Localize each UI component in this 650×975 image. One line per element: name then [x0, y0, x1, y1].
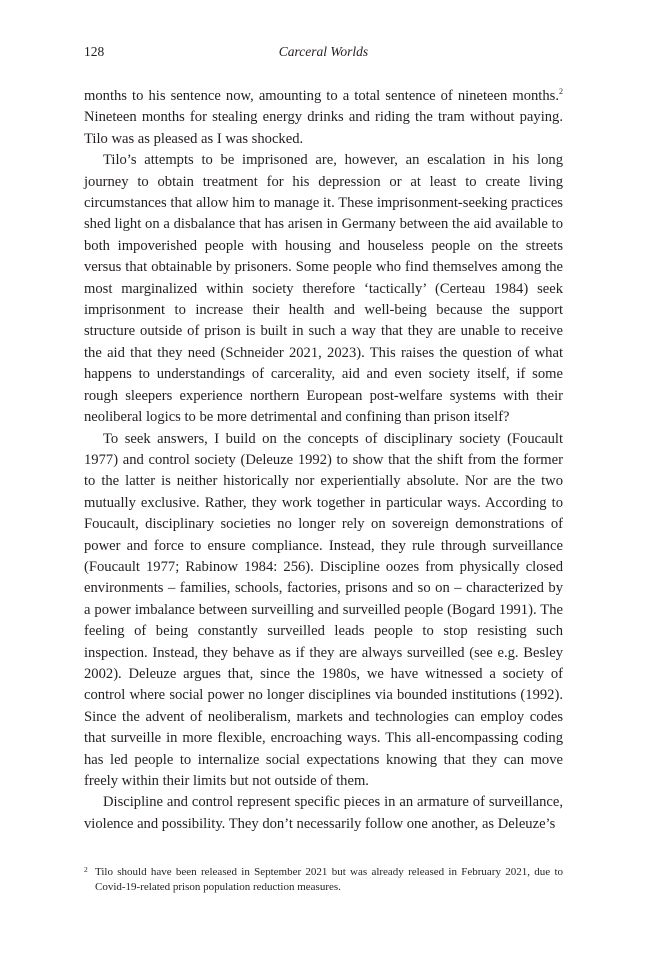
paragraph: To seek answers, I build on the concepts of disciplinary society (Foucault 1977) and control society (Deleuze 1992) to show that the shift from the former to the latter is neither historically nor experientially absolute. Nor are the two mutually exclusive. Rather, they work together in particular ways. According to Foucault, disciplinary societies no longer rely on sovereign demonstrations of power and force to ensure compliance. Instead, they rule through surveillance (Foucault 1977; Rabinow 1984: 256). Discipline oozes from physically closed environments – families, schools, factories, prisons and so on – characterized by a power imbalance between surveilling and surveilled people (Bogard 1991). The feeling of being constantly surveilled leads people to stop resisting such inspection. Instead, they behave as if they are always surveilled (see e.g. Besley 2002). Deleuze argues that, since the 1980s, we have witnessed a society of control where social power no longer disciplines via bounded institutions (1992). Since the advent of neoliberalism, markets and technologies can employ codes that surveille in more flexible, encroaching ways. This all-encompassing coding has led people to internalize social expectations knowing that they can move freely within their limits but not outside of them.: [84, 430, 563, 789]
body-text: [84, 86, 563, 835]
book-page: [84, 40, 563, 835]
page-number: 128: [84, 44, 105, 59]
paragraph-text-tail: Nineteen months for stealing energy drinks and riding the tram without paying. Tilo was as pleased as I was shocked.: [84, 109, 563, 147]
running-title: Carceral Worlds: [278, 44, 369, 59]
footnote-text: Tilo should have been released in September 2021 but was already released in February 2021, due to Covid-19-related prison population reduction measures.: [95, 866, 563, 893]
paragraph-text: months to his sentence now, amounting to a total sentence of nineteen months.: [84, 88, 559, 104]
running-header: [84, 40, 563, 62]
footnote: [84, 865, 563, 894]
paragraph: Discipline and control represent specific pieces in an armature of surveillance, violence and possibility. They don’t necessarily follow one another, as Deleuze’s: [84, 794, 563, 832]
paragraph: Tilo’s attempts to be imprisoned are, however, an escalation in his long journey to obtain treatment for his depression or at least to create living circumstances that allow him to manage it. These imprisonment-seeking practices shed light on a disbalance that has arisen in Germany between the aid available to both impoverished people with housing and houseless people on the streets versus that obtainable by prisoners. Some people who find themselves among the most marginalized within society therefore ‘tactically’ (Certeau 1984) seek imprisonment to increase their health and well-being because the support structure outside of prison is built in such a way that they are unable to receive the aid that they need (Schneider 2021, 2023). This raises the question of what happens to understandings of carcerality, aid and even society itself, if some rough sleepers experience northern European post-welfare systems with their neoliberal logics to be more detrimental and confining than prison itself?: [84, 152, 563, 426]
paragraph-continuation: [84, 86, 563, 150]
footnote-reference: 2: [559, 87, 563, 96]
footnote-marker: 2: [84, 865, 88, 874]
